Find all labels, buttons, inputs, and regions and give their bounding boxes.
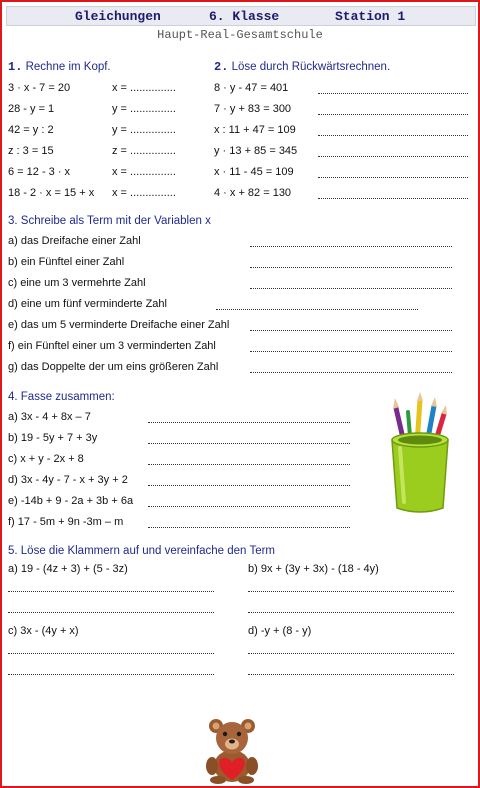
s5-answer-line-b1[interactable]	[248, 591, 454, 592]
s3-answer-line-e[interactable]	[250, 330, 452, 331]
school-name: Haupt-Real-Gesamtschule	[157, 28, 323, 42]
s1-answer-3[interactable]: y = ...............	[112, 124, 176, 136]
s3-item-c: c) eine um 3 vermehrte Zahl	[8, 277, 146, 289]
s2-eq-6: 4 · x + 82 = 130	[214, 187, 292, 199]
s3-answer-line-a[interactable]	[250, 246, 452, 247]
s4-answer-line-c[interactable]	[148, 464, 350, 465]
s2-eq-3: x : 11 + 47 = 109	[214, 124, 296, 136]
s2-eq-4: y · 13 + 85 = 345	[214, 145, 298, 157]
s5-answer-line-c2[interactable]	[8, 674, 214, 675]
header-bar	[6, 6, 476, 26]
s4-answer-line-a[interactable]	[148, 422, 350, 423]
s1-eq-4: z : 3 = 15	[8, 145, 54, 157]
s2-eq-2: 7 · y + 83 = 300	[214, 103, 292, 115]
s2-answer-line-2[interactable]	[318, 114, 468, 115]
s1-answer-6[interactable]: x = ...............	[112, 187, 176, 199]
s3-answer-line-g[interactable]	[250, 372, 452, 373]
section1-heading	[8, 60, 111, 74]
section1-title: Rechne im Kopf.	[25, 61, 111, 73]
s4-item-a: a) 3x - 4 + 8x – 7	[8, 411, 91, 423]
s5-answer-line-b2[interactable]	[248, 612, 454, 613]
s1-answer-2[interactable]: y = ...............	[112, 103, 176, 115]
s4-item-c: c) x + y - 2x + 8	[8, 453, 84, 465]
s1-eq-6: 18 - 2 · x = 15 + x	[8, 187, 95, 199]
s5-answer-line-d2[interactable]	[248, 674, 454, 675]
section3-title: 3. Schreibe als Term mit der Variablen x	[8, 215, 211, 227]
s2-answer-line-6[interactable]	[318, 198, 468, 199]
s4-answer-line-e[interactable]	[148, 506, 350, 507]
s3-answer-line-f[interactable]	[250, 351, 452, 352]
s1-eq-2: 28 - y = 1	[8, 103, 55, 115]
s4-answer-line-d[interactable]	[148, 485, 350, 486]
s3-answer-line-c[interactable]	[250, 288, 452, 289]
section2-heading	[214, 60, 390, 74]
header-subject: Gleichungen	[75, 9, 161, 24]
s5-answer-line-d1[interactable]	[248, 653, 454, 654]
s1-answer-1[interactable]: x = ...............	[112, 82, 176, 94]
s4-item-f: f) 17 - 5m + 9n -3m – m	[8, 516, 124, 528]
section1-number: 1.	[8, 60, 23, 74]
s2-eq-5: x · 11 - 45 = 109	[214, 166, 294, 178]
s3-item-f: f) ein Fünftel einer um 3 verminderten Zahl	[8, 340, 216, 352]
s1-answer-4[interactable]: z = ...............	[112, 145, 176, 157]
section2-title: Löse durch Rückwärtsrechnen.	[231, 61, 391, 73]
s3-item-e: e) das um 5 verminderte Dreifache einer Zahl	[8, 319, 230, 331]
s2-answer-line-1[interactable]	[318, 93, 468, 94]
s1-eq-5: 6 = 12 - 3 · x	[8, 166, 71, 178]
s2-answer-line-3[interactable]	[318, 135, 468, 136]
s5-answer-line-c1[interactable]	[8, 653, 214, 654]
s2-answer-line-4[interactable]	[318, 156, 468, 157]
pencil-cup-icon	[386, 390, 456, 516]
s3-item-g: g) das Doppelte der um eins größeren Zahl	[8, 361, 219, 373]
s5-answer-line-a1[interactable]	[8, 591, 214, 592]
s3-item-a: a) das Dreifache einer Zahl	[8, 235, 141, 247]
header-grade: 6. Klasse	[209, 9, 280, 24]
s4-answer-line-b[interactable]	[148, 443, 350, 444]
s5-item-a: a) 19 - (4z + 3) + (5 - 3z)	[8, 563, 128, 575]
s3-item-b: b) ein Fünftel einer Zahl	[8, 256, 125, 268]
s5-answer-line-a2[interactable]	[8, 612, 214, 613]
s5-item-c: c) 3x - (4y + x)	[8, 625, 79, 637]
s3-answer-line-d[interactable]	[216, 309, 418, 310]
section2-number: 2.	[214, 60, 229, 74]
s1-eq-3: 42 = y : 2	[8, 124, 54, 136]
header-station: Station 1	[335, 9, 406, 24]
s3-answer-line-b[interactable]	[250, 267, 452, 268]
section4-title: 4. Fasse zusammen:	[8, 391, 115, 403]
teddy-bear-icon	[200, 714, 264, 784]
s4-item-b: b) 19 - 5y + 7 + 3y	[8, 432, 98, 444]
s4-item-d: d) 3x - 4y - 7 - x + 3y + 2	[8, 474, 128, 486]
s5-item-b: b) 9x + (3y + 3x) - (18 - 4y)	[248, 563, 379, 575]
s4-item-e: e) -14b + 9 - 2a + 3b + 6a	[8, 495, 134, 507]
s3-item-d: d) eine um fünf verminderte Zahl	[8, 298, 167, 310]
s1-eq-1: 3 · x - 7 = 20	[8, 82, 71, 94]
s5-item-d: d) -y + (8 - y)	[248, 625, 312, 637]
s1-answer-5[interactable]: x = ...............	[112, 166, 176, 178]
s2-eq-1: 8 · y - 47 = 401	[214, 82, 289, 94]
s2-answer-line-5[interactable]	[318, 177, 468, 178]
s4-answer-line-f[interactable]	[148, 527, 350, 528]
section5-title: 5. Löse die Klammern auf und vereinfache den Term	[8, 545, 275, 557]
